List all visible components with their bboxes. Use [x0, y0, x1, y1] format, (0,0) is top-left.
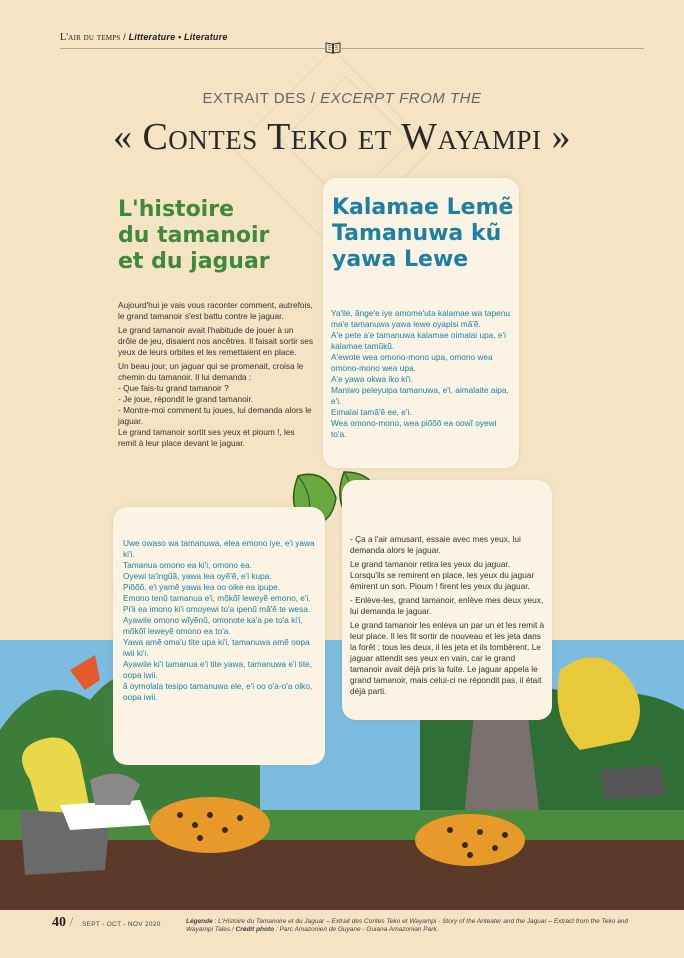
page-number-value: 40 — [52, 915, 66, 930]
credit-text: : Parc Amazonien de Guyane - Guiana Amazonian Park. — [274, 926, 439, 933]
caption-text: : L'Histoire du Tamanoire et du Jaguar – Extrait des Contes Teko et Wayampi - Story of the Anteater and the Jaguar – Extract from the Teko and Wayampi Tales / — [186, 918, 629, 933]
kicker-en: EXCERPT FROM THE — [320, 90, 482, 107]
wayampi-title-line: yawa Lewe — [332, 247, 469, 272]
french-text-part2 — [350, 534, 546, 700]
issue-date: SEPT - OCT - NOV 2020 — [82, 921, 161, 928]
page-separator: / — [69, 915, 74, 930]
paragraph: Emono tenũ tamanua e'i, mõkõĩ leweyẽ emono, e'i. — [123, 593, 311, 603]
paragraph: Yawa amẽ oma'u tite upa ki'i, tamanuwa amẽ oopa iwii ki'i. — [123, 637, 310, 658]
paragraph: Pi'ii ea imono ki'i omoyewi to'a ipenũ mã'ẽ te wesa. — [123, 604, 311, 614]
paragraph: Ya'ile, ãnge'e iye amome'uta kalamae wa tapenu ma'e tamanuwa yawa lewe oyapisi mã'ẽ. — [331, 308, 510, 329]
wayampi-title-line: Kalamae Lemẽ — [332, 195, 514, 220]
paragraph: Le grand tamanoir avait l'habitude de jouer à un drôle de jeu, disaient nos ancêtres. Il faisait sortir ses yeux de leurs orbites et les remettaient en place. — [118, 325, 314, 357]
paragraph: Oyewi ta'ingũã, yawa lea oyẽ'ẽ, e'i kupa. — [123, 571, 272, 581]
french-title-line: et du jaguar — [118, 249, 270, 274]
french-title-line: L'histoire — [118, 197, 234, 222]
section-name: L'air du temps — [60, 32, 121, 43]
dialogue-line: - Montre-moi comment tu joues, lui demanda alors le jaguar. — [118, 405, 312, 426]
dialogue-line: - Que fais-tu grand tamanoir ? — [118, 383, 229, 393]
header-rule — [60, 48, 644, 49]
wayampi-text-part1 — [331, 308, 513, 440]
paragraph: ã oymolala tesipo tamanuwa ele, e'i oo o'a-o'a olko, oopa iwii. — [123, 681, 313, 702]
paragraph: Piõõõ, e'i yamẽ yawa lea oo oike ea ipupe. — [123, 582, 281, 592]
paragraph: Eimalai tamã'ẽ ee, e'i. — [331, 407, 412, 417]
paragraph: - Enlève-les, grand tamanoir, enlève mes deux yeux, lui demanda le jaguar. — [350, 595, 544, 616]
paragraph: Wea omono-mono, wea piõõõ ea oowĩ oyewi to'a. — [331, 418, 497, 439]
paragraph: Maniwo peleyuipa tamanuwa, e'i, aimalaite aipa, e'i. — [331, 385, 509, 406]
page-title: « Contes Teko et Wayampi » — [112, 116, 572, 158]
dialogue-line: - Je joue, répondit le grand tamanoir. — [118, 394, 254, 404]
wayampi-text-part2 — [123, 538, 321, 703]
paragraph: Le grand tamanoir les enleva un par un et les remit à leur place. Il les fit sortir de nouveau et les jeta dans la forêt ; tous les deux, il les jeta et ils tombèrent. Le jaguar attendit ses yeux en vain, car le grand tamanoir avait déjà pris la fuite. Le jaguar appela le grand tamanoir, mais celui-ci ne répondit pas, il était déjà parti. — [350, 620, 545, 696]
paragraph: - Ça a l'air amusant, essaie avec mes yeux, lui demanda alors le jaguar. — [350, 534, 521, 555]
paragraph: Uwe owaso wa tamanuwa, elea emono iye, e'i yawa ki'i. — [123, 538, 315, 559]
paragraph: Le grand tamanoir retira les yeux du jaguar. Lorsqu'ils se remirent en place, les yeux du jaguar émirent un son. Pioum ! firent les yeux du jaguar. — [350, 559, 535, 591]
paragraph: Ayawile ki'i tamanua e'i tite yawa, tamanuwa e'i tite, oopa iwii. — [123, 659, 313, 680]
french-text-part1 — [118, 300, 314, 452]
header-separator: / — [123, 32, 126, 42]
paragraph: Aujourd'hui je vais vous raconter comment, autrefois, le grand tamanoir s'est battu contre le jaguar. — [118, 300, 313, 321]
running-header — [60, 32, 228, 43]
caption-label: Légende — [186, 918, 213, 925]
wayampi-title-line: Tamanuwa kũ — [332, 221, 502, 246]
paragraph: Un beau jour, un jaguar qui se promenait, croisa le chemin du tamanoir. Il lui demanda : — [118, 361, 304, 382]
kicker — [0, 90, 684, 107]
wayampi-story-title — [332, 195, 513, 273]
page-number — [52, 915, 73, 931]
paragraph: Ayawile omono wĩyẽnũ, omonote ka'a pe to'a ki'i, mõkõĩ leweyẽ omono ea to'a. — [123, 615, 303, 636]
french-story-title — [118, 197, 270, 275]
paragraph: Le grand tamanoir sortit ses yeux et pioum !, les remit à leur place devant le jaguar. — [118, 427, 295, 448]
image-caption — [186, 918, 646, 934]
paragraph: A'e yawa okwa iko ki'i. — [331, 374, 414, 384]
paragraph: A'ewote wea omono-mono upa, omono wea omono-mono wea upa. — [331, 352, 493, 373]
kicker-fr: EXTRAIT DES / — [202, 90, 316, 107]
credit-label: Crédit photo — [235, 926, 275, 933]
section-category: Litterature • Literature — [128, 32, 228, 42]
paragraph: Tamanua omono ea ki'i, omono ea. — [123, 560, 252, 570]
french-title-line: du tamanoir — [118, 223, 270, 248]
paragraph: A'e pete a'e tamanuwa kalamae oimalai upa, e'i kalamae tamũkũ. — [331, 330, 506, 351]
